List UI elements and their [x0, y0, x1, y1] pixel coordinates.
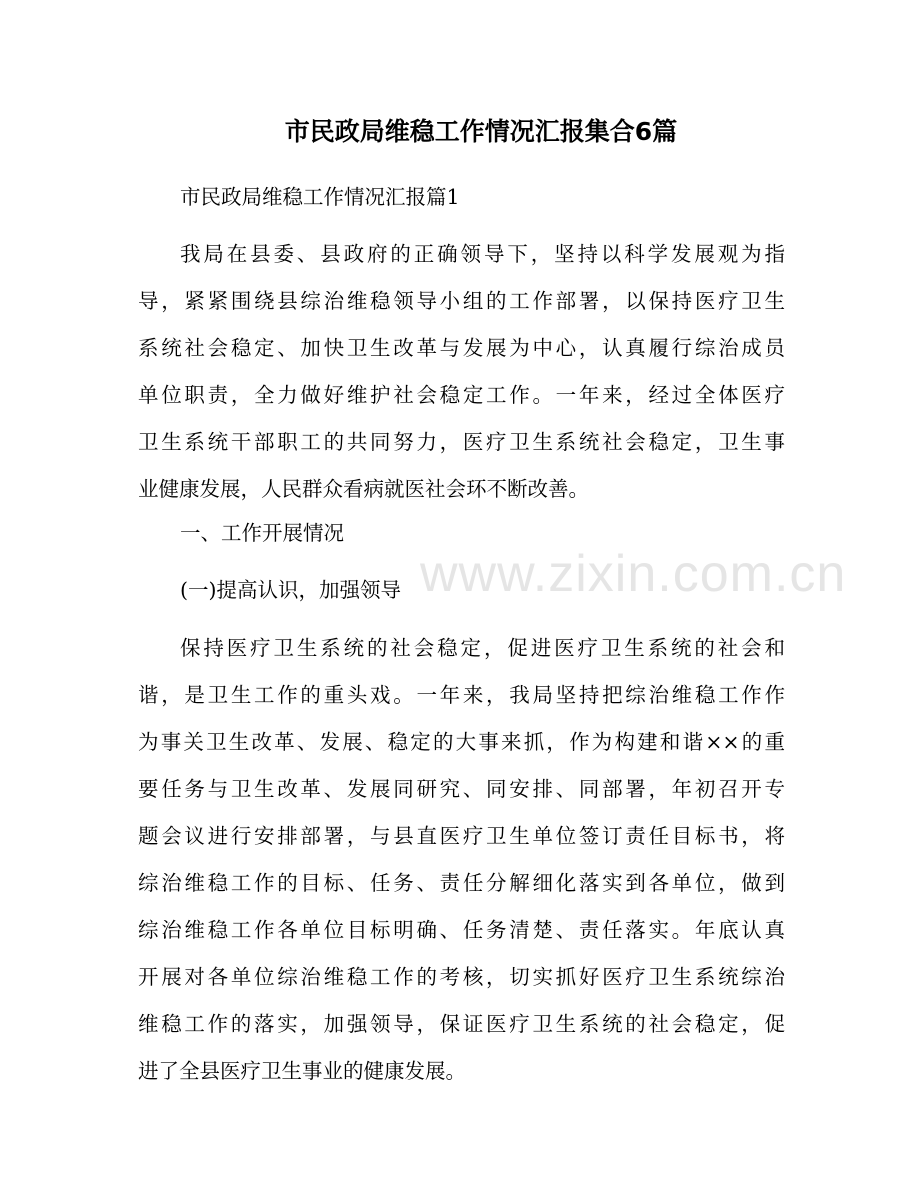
paragraph-1-line: 系统社会稳定、加快卫生改革与发展为中心，认真履行综治成员: [138, 336, 785, 360]
paragraph-2-line: 维稳工作的落实，加强领导，保证医疗卫生系统的社会稳定，促: [138, 1012, 785, 1036]
article-subtitle: 市民政局维稳工作情况汇报篇1: [180, 185, 460, 209]
paragraph-2-line: 保持医疗卫生系统的社会稳定，促进医疗卫生系统的社会和: [180, 636, 785, 660]
paragraph-2-line: 题会议进行安排部署，与县直医疗卫生单位签订责任目标书，将: [138, 824, 785, 848]
paragraph-1-line: 业健康发展，人民群众看病就医社会环不断改善。: [138, 477, 589, 501]
document-title: 市民政局维稳工作情况汇报集合6篇: [284, 117, 678, 146]
paragraph-1-line: 导，紧紧围绕县综治维稳领导小组的工作部署，以保持医疗卫生: [138, 289, 785, 313]
paragraph-2-line: 综治维稳工作的目标、任务、责任分解细化落实到各单位，做到: [138, 871, 785, 895]
paragraph-2-line: 为事关卫生改革、发展、稳定的大事来抓，作为构建和谐××的重: [138, 730, 785, 754]
subsection-heading: (一)提高认识，加强领导: [180, 578, 401, 602]
section-heading: 一、工作开展情况: [180, 521, 344, 545]
paragraph-2-line: 谐，是卫生工作的重头戏。一年来，我局坚持把综治维稳工作作: [138, 683, 785, 707]
paragraph-2-line: 综治维稳工作各单位目标明确、任务清楚、责任落实。年底认真: [138, 918, 785, 942]
paragraph-2-line: 进了全县医疗卫生事业的健康发展。: [138, 1059, 466, 1083]
watermark: www.zixin.com.cn: [420, 545, 847, 603]
paragraph-1-line: 卫生系统干部职工的共同努力，医疗卫生系统社会稳定，卫生事: [138, 430, 785, 454]
paragraph-1-line: 单位职责，全力做好维护社会稳定工作。一年来，经过全体医疗: [138, 383, 785, 407]
paragraph-2-line: 开展对各单位综治维稳工作的考核，切实抓好医疗卫生系统综治: [138, 965, 785, 989]
paragraph-1-line: 我局在县委、县政府的正确领导下，坚持以科学发展观为指: [180, 242, 785, 266]
paragraph-2-line: 要任务与卫生改革、发展同研究、同安排、同部署，年初召开专: [138, 777, 785, 801]
